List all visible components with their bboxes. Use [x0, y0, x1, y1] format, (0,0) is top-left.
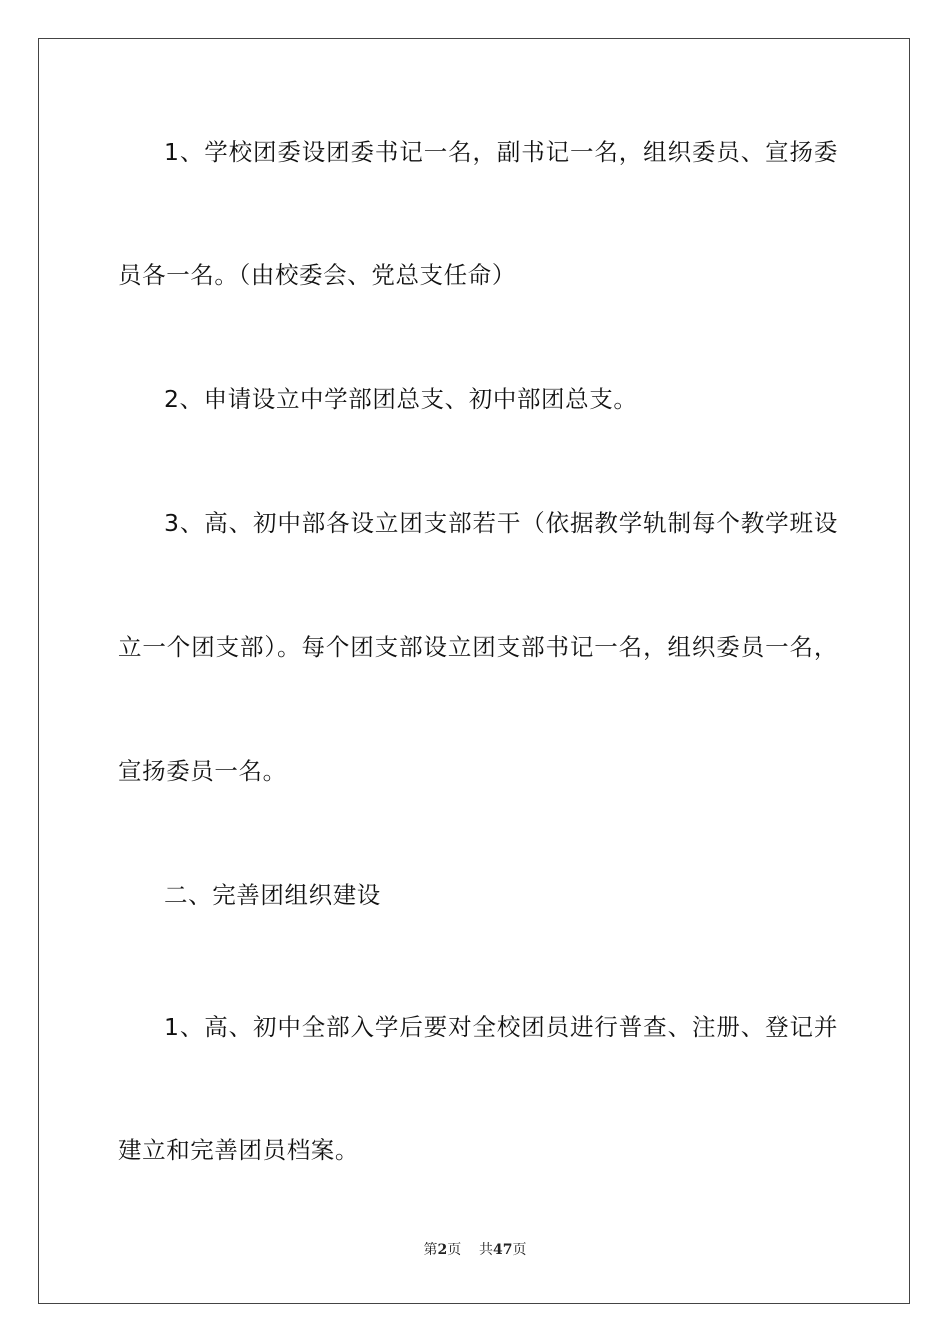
paragraph-line-8: 建立和完善团员档案。: [118, 1136, 359, 1164]
page-footer: [0, 1240, 950, 1260]
paragraph-line-1: 1、学校团委设团委书记一名，副书记一名，组织委员、宣扬委: [164, 138, 838, 166]
paragraph-line-4: 3、高、初中部各设立团支部若干（依据教学轨制每个教学班设: [164, 509, 838, 537]
footer-page-number: 2: [437, 1242, 448, 1258]
footer-page-suffix: 页: [447, 1242, 462, 1258]
paragraph-line-3: 2、申请设立中学部团总支、初中部团总支。: [164, 385, 638, 413]
footer-total-pages: 47: [493, 1242, 513, 1258]
paragraph-line-6: 宣扬委员一名。: [118, 757, 287, 785]
paragraph-line-7: 1、高、初中全部入学后要对全校团员进行普查、注册、登记并: [164, 1013, 838, 1041]
paragraph-line-2: 员各一名。（由校委会、党总支任命）: [118, 261, 516, 289]
page-border: [38, 38, 910, 1304]
footer-page-prefix: 第: [423, 1242, 438, 1258]
footer-total-suffix: 页: [512, 1242, 527, 1258]
paragraph-line-5: 立一个团支部）。每个团支部设立团支部书记一名，组织委员一名，: [118, 633, 838, 661]
footer-total-prefix: 共: [479, 1242, 494, 1258]
section-heading: 二、完善团组织建设: [164, 881, 381, 909]
